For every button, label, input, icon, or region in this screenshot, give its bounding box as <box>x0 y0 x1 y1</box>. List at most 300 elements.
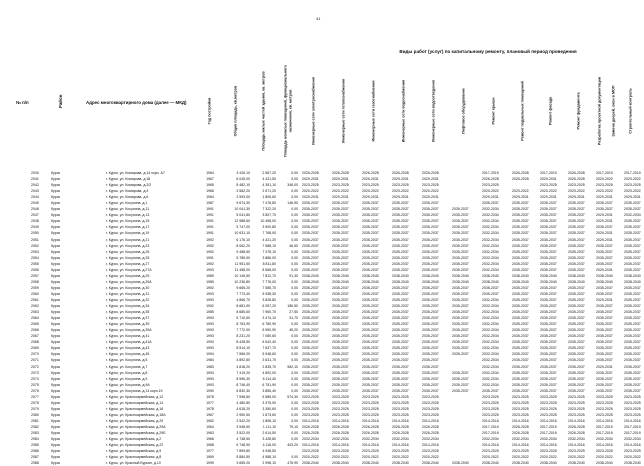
cell-address: г. Курск, ул. Косухина, д.25 <box>106 249 150 254</box>
cell-service-period: 2023-2025 <box>392 394 409 399</box>
cell-service-period: 2035-2037 <box>624 237 641 242</box>
cell-service-period: 2035-2037 <box>540 346 557 351</box>
cell-service-period: 2038-2040 <box>624 273 641 278</box>
cell-nonres-area: 0,00 <box>291 388 298 393</box>
cell-address: г. Курск, ул. Косухина, д.11 <box>106 207 150 212</box>
cell-service-period: 2035-2037 <box>332 207 349 212</box>
cell-living-area: 6 542,40 <box>262 340 276 345</box>
cell-service-period: 2035-2037 <box>392 316 409 321</box>
cell-service-period: 2035-2037 <box>568 201 585 206</box>
cell-service-period: 2035-2037 <box>362 376 379 381</box>
cell-district: Курск <box>51 370 60 375</box>
cell-service-period: 2023-2025 <box>362 406 379 411</box>
cell-nonres-area: 0,00 <box>291 219 298 224</box>
cell-num: 2084 <box>31 437 39 442</box>
cell-total-area: 4 748,50 <box>236 437 250 442</box>
cell-service-period: 2035-2037 <box>422 231 439 236</box>
cell-service-period: 2035-2037 <box>452 310 469 315</box>
cell-service-period: 2020-2022 <box>624 177 641 182</box>
cell-year: 1993 <box>206 316 214 321</box>
header-cell-year <box>200 62 220 160</box>
cell-service-period: 2029-2031 <box>302 195 319 200</box>
cell-service-period: 2029-2031 <box>596 213 613 218</box>
cell-service-period: 2035-2037 <box>540 388 557 393</box>
cell-total-area: 4 818,20 <box>236 364 250 369</box>
cell-service-period: 2023-2025 <box>302 412 319 417</box>
cell-service-period: 2035-2037 <box>568 364 585 369</box>
cell-nonres-area: 0,00 <box>291 213 298 218</box>
cell-service-period: 2032-2034 <box>482 358 499 363</box>
cell-service-period: 2035-2037 <box>392 249 409 254</box>
cell-address: г. Курск, ул. Косухина, д.41А <box>106 340 152 345</box>
cell-num: 2049 <box>31 225 39 230</box>
cell-year: 1989 <box>206 279 214 284</box>
cell-nonres-area: 31,70 <box>289 316 298 321</box>
cell-service-period: 2035-2037 <box>452 231 469 236</box>
cell-service-period: 2023-2025 <box>332 412 349 417</box>
cell-year: 1964 <box>206 195 214 200</box>
cell-year: 1964 <box>206 171 214 175</box>
cell-service-period: 2035-2037 <box>512 370 529 375</box>
cell-service-period: 2032-2034 <box>482 382 499 387</box>
cell-address: г. Курск, ул. Косухина, д.9 <box>106 376 148 381</box>
cell-service-period: 2035-2037 <box>596 316 613 321</box>
cell-total-area: 9 665,20 <box>236 285 250 290</box>
cell-service-period: 2035-2037 <box>392 346 409 351</box>
cell-nonres-area: 0,00 <box>291 340 298 345</box>
cell-service-period: 2035-2037 <box>624 322 641 327</box>
cell-address: г. Курск, ул. Комарова, д.14 корп. А7 <box>106 171 165 175</box>
cell-service-period: 2023-2025 <box>332 400 349 405</box>
cell-service-period: 2032-2034 <box>482 297 499 302</box>
cell-service-period: 2035-2037 <box>512 207 529 212</box>
cell-service-period: 2035-2037 <box>362 358 379 363</box>
cell-service-period: 2032-2034 <box>482 437 499 442</box>
cell-service-period: 2035-2037 <box>332 267 349 272</box>
cell-service-period: 2032-2034 <box>482 255 499 260</box>
cell-service-period: 2038-2040 <box>540 279 557 284</box>
cell-service-period: 2035-2037 <box>302 334 319 339</box>
cell-num: 2078 <box>31 400 39 405</box>
cell-service-period: 2035-2037 <box>422 213 439 218</box>
cell-service-period: 2035-2037 <box>392 285 409 290</box>
cell-service-period: 2035-2037 <box>362 291 379 296</box>
header-service: Ремонт фундамента <box>576 92 581 130</box>
cell-living-area: 7 080,60 <box>262 334 276 339</box>
header-cell-service <box>420 62 448 160</box>
cell-service-period: 2032-2034 <box>596 437 613 442</box>
cell-address: г. Курск, ул. Косухина, д.39 <box>106 322 150 327</box>
cell-service-period: 2035-2037 <box>362 285 379 290</box>
cell-service-period: 2029-2031 <box>482 195 499 200</box>
cell-service-period: 2035-2037 <box>422 382 439 387</box>
cell-service-period: 2023-2025 <box>596 412 613 417</box>
cell-service-period: 2035-2037 <box>362 334 379 339</box>
cell-num: 2087 <box>31 455 39 460</box>
cell-service-period: 2035-2037 <box>422 322 439 327</box>
cell-address: г. Курск, ул. Красноармейская, д.12 <box>106 394 164 399</box>
cell-total-area: 9 458,60 <box>236 249 250 254</box>
cell-service-period: 2026-2028 <box>512 431 529 436</box>
cell-year: 1978 <box>206 406 214 411</box>
cell-num: 2072 <box>31 364 39 369</box>
cell-service-period: 2038-2040 <box>596 273 613 278</box>
cell-service-period: 2038-2040 <box>332 279 349 284</box>
cell-service-period: 2035-2037 <box>512 310 529 315</box>
cell-total-area: 10 145,50 <box>234 273 250 278</box>
cell-service-period: 2035-2037 <box>568 382 585 387</box>
cell-service-period: 2032-2034 <box>482 304 499 309</box>
cell-service-period: 2035-2037 <box>452 388 469 393</box>
cell-service-period: 2023-2025 <box>596 400 613 405</box>
cell-service-period: 2035-2037 <box>624 255 641 260</box>
cell-service-period: 2035-2037 <box>624 249 641 254</box>
cell-address: г. Курск, ул. Красноармейская, д.2 <box>106 437 162 442</box>
cell-service-period: 2035-2037 <box>422 340 439 345</box>
cell-service-period: 2020-2022 <box>482 189 499 194</box>
cell-service-period: 2035-2037 <box>332 346 349 351</box>
cell-service-period: 2032-2034 <box>482 334 499 339</box>
cell-service-period: 2032-2034 <box>482 219 499 224</box>
cell-living-area: 3 375,90 <box>262 400 276 405</box>
cell-nonres-area: 0,00 <box>291 237 298 242</box>
cell-service-period: 2035-2037 <box>452 370 469 375</box>
cell-service-period: 2035-2037 <box>512 388 529 393</box>
cell-service-period: 2023-2025 <box>540 412 557 417</box>
cell-service-period: 2032-2034 <box>482 237 499 242</box>
cell-service-period: 2035-2037 <box>540 213 557 218</box>
cell-service-period: 2038-2040 <box>540 273 557 278</box>
cell-num: 2063 <box>31 310 39 315</box>
cell-num: 2067 <box>31 334 39 339</box>
cell-service-period: 2035-2037 <box>392 201 409 206</box>
cell-service-period: 2035-2037 <box>452 207 469 212</box>
header-service: Замена дверей, окон в МОП <box>611 85 616 137</box>
cell-nonres-area: 0,00 <box>291 231 298 236</box>
cell-service-period: 2023-2025 <box>624 406 641 411</box>
cell-year: 1990 <box>206 388 214 393</box>
cell-living-area: 1 111,10 <box>262 424 276 429</box>
cell-total-area: 8 753,90 <box>236 322 250 327</box>
header-cell-service <box>360 62 388 160</box>
cell-service-period: 2035-2037 <box>452 322 469 327</box>
cell-service-period: 2029-2031 <box>362 195 379 200</box>
header-service: Инженерные сети газоснабжения <box>371 80 376 142</box>
cell-service-period: 2032-2034 <box>512 437 529 442</box>
cell-service-period: 2035-2037 <box>624 358 641 363</box>
header-service: Ремонт крыши <box>491 97 496 125</box>
cell-year: 1991 <box>206 219 214 224</box>
cell-district: Курск <box>51 207 60 212</box>
cell-service-period: 2014-2016 <box>596 418 613 423</box>
cell-service-period: 2020-2022 <box>392 455 409 460</box>
cell-service-period: 2023-2025 <box>362 400 379 405</box>
cell-address: г. Курск, ул. Косухина, д.30 <box>106 285 150 290</box>
cell-year: 1978 <box>206 394 214 399</box>
cell-nonres-area: 0,00 <box>291 418 298 423</box>
cell-service-period: 2035-2037 <box>302 297 319 302</box>
cell-service-period: 2029-2031 <box>596 364 613 369</box>
cell-year: 1965 <box>206 183 214 188</box>
cell-district: Курск <box>51 394 60 399</box>
cell-address: г. Курск, ул. Красноармейская, д.8 <box>106 455 162 460</box>
cell-service-period: 2023-2025 <box>392 183 409 188</box>
cell-total-area: 9 674,30 <box>236 201 250 206</box>
cell-service-period: 2035-2037 <box>302 201 319 206</box>
cell-service-period: 2032-2034 <box>482 249 499 254</box>
cell-total-area: 11 951,50 <box>234 261 250 266</box>
cell-service-period: 2035-2037 <box>512 304 529 309</box>
cell-service-period: 2035-2037 <box>392 334 409 339</box>
cell-service-period: 2023-2025 <box>362 449 379 454</box>
cell-service-period: 2035-2037 <box>362 201 379 206</box>
header-address: Адрес многоквартирного дома (далее — МКД) <box>86 100 187 105</box>
cell-service-period: 2014-2016 <box>624 443 641 448</box>
cell-service-period: 2029-2031 <box>362 177 379 182</box>
header-cell-service <box>566 62 592 160</box>
cell-service-period: 2035-2037 <box>512 285 529 290</box>
cell-service-period: 2035-2037 <box>568 376 585 381</box>
cell-service-period: 2035-2037 <box>624 304 641 309</box>
cell-service-period: 2035-2037 <box>568 285 585 290</box>
cell-year: 1964 <box>206 424 214 429</box>
cell-service-period: 2020-2022 <box>392 189 409 194</box>
cell-living-area: 7 585,70 <box>262 285 276 290</box>
cell-service-period: 2035-2037 <box>596 382 613 387</box>
cell-num: 2075 <box>31 382 39 387</box>
cell-district: Курск <box>51 316 60 321</box>
cell-num: 2057 <box>31 273 39 278</box>
cell-service-period: 2035-2037 <box>362 304 379 309</box>
cell-service-period: 2035-2037 <box>422 297 439 302</box>
cell-living-area: 4 116,00 <box>262 443 276 448</box>
cell-nonres-area: 0,00 <box>291 382 298 387</box>
cell-district: Курск <box>51 291 60 296</box>
cell-service-period: 2035-2037 <box>362 310 379 315</box>
cell-address: г. Курск, ул. Комарова, д.4 <box>106 189 149 194</box>
cell-nonres-area: 346,00 <box>287 183 298 188</box>
cell-service-period: 2038-2040 <box>302 279 319 284</box>
cell-service-period: 2035-2037 <box>568 261 585 266</box>
cell-service-period: 2035-2037 <box>392 340 409 345</box>
cell-service-period: 2035-2037 <box>332 291 349 296</box>
cell-nonres-area: 0,00 <box>291 455 298 460</box>
cell-service-period: 2038-2040 <box>452 461 469 466</box>
cell-service-period: 2020-2022 <box>596 189 613 194</box>
cell-service-period: 2035-2037 <box>392 243 409 248</box>
cell-service-period: 2026-2028 <box>512 424 529 429</box>
cell-service-period: 2026-2028 <box>422 431 439 436</box>
cell-service-period: 2023-2025 <box>422 394 439 399</box>
cell-total-area: 8 685,60 <box>236 310 250 315</box>
cell-service-period: 2032-2034 <box>482 322 499 327</box>
cell-service-period: 2035-2037 <box>482 201 499 206</box>
header-service: Инженерные сети водоснабжения <box>401 79 406 143</box>
cell-service-period: 2035-2037 <box>392 352 409 357</box>
cell-address: г. Курск, ул. Красноармейская, д.29А <box>106 424 166 429</box>
cell-total-area: 3 655,20 <box>236 461 250 466</box>
cell-nonres-area: 0,00 <box>291 400 298 405</box>
cell-num: 2052 <box>31 243 39 248</box>
cell-service-period: 2035-2037 <box>596 291 613 296</box>
cell-year: 1994 <box>206 352 214 357</box>
cell-nonres-area: 0,00 <box>291 267 298 272</box>
cell-service-period: 2023-2025 <box>540 406 557 411</box>
cell-service-period: 2032-2034 <box>624 437 641 442</box>
cell-service-period: 2026-2028 <box>392 431 409 436</box>
cell-district: Курск <box>51 195 60 200</box>
cell-service-period: 2035-2037 <box>540 243 557 248</box>
cell-service-period: 2029-2031 <box>302 177 319 182</box>
cell-service-period: 2026-2028 <box>422 171 439 175</box>
cell-district: Курск <box>51 285 60 290</box>
cell-total-area: 7 419,20 <box>236 370 250 375</box>
cell-address: г. Курск, ул. Косухина, д.14 корп.19 <box>106 388 163 393</box>
cell-num: 2080 <box>31 412 39 417</box>
cell-nonres-area: 79,10 <box>289 424 298 429</box>
cell-service-period: 2020-2022 <box>512 189 529 194</box>
cell-service-period: 2026-2028 <box>302 171 319 175</box>
cell-service-period: 2035-2037 <box>362 225 379 230</box>
cell-service-period: 2032-2034 <box>482 316 499 321</box>
cell-nonres-area: 0,00 <box>291 225 298 230</box>
cell-service-period: 2020-2022 <box>362 189 379 194</box>
cell-service-period: 2038-2040 <box>302 461 319 466</box>
cell-service-period: 2020-2022 <box>540 189 557 194</box>
cell-service-period: 2035-2037 <box>512 358 529 363</box>
cell-total-area: 4 618,20 <box>236 406 250 411</box>
cell-num: 2085 <box>31 443 39 448</box>
cell-service-period: 2038-2040 <box>452 279 469 284</box>
cell-service-period: 2035-2037 <box>302 225 319 230</box>
cell-service-period: 2017-2019 <box>540 431 557 436</box>
cell-service-period: 2017-2019 <box>540 171 557 175</box>
header-living-area: Площадь жилых частей здания, кв. метров <box>261 71 266 151</box>
cell-service-period: 2029-2031 <box>332 177 349 182</box>
cell-service-period: 2035-2037 <box>332 352 349 357</box>
cell-service-period: 2035-2037 <box>422 376 439 381</box>
cell-total-area: 3 582,20 <box>236 189 250 194</box>
cell-district: Курск <box>51 177 60 182</box>
cell-district: Курск <box>51 225 60 230</box>
cell-service-period: 2035-2037 <box>302 340 319 345</box>
cell-service-period: 2035-2037 <box>302 346 319 351</box>
cell-district: Курск <box>51 267 60 272</box>
cell-service-period: 2035-2037 <box>568 267 585 272</box>
cell-service-period: 2035-2037 <box>452 328 469 333</box>
cell-total-area: 5 041,80 <box>236 213 250 218</box>
cell-service-period: 2035-2037 <box>624 346 641 351</box>
cell-service-period: 2020-2022 <box>596 177 613 182</box>
header-service: Инженерные сети теплоснабжения <box>341 78 346 144</box>
cell-service-period: 2038-2040 <box>568 461 585 466</box>
cell-district: Курск <box>51 364 60 369</box>
cell-service-period: 2035-2037 <box>568 207 585 212</box>
cell-service-period: 2035-2037 <box>362 207 379 212</box>
cell-service-period: 2026-2028 <box>512 171 529 175</box>
cell-service-period: 2035-2037 <box>624 225 641 230</box>
cell-service-period: 2035-2037 <box>540 382 557 387</box>
cell-service-period: 2029-2031 <box>568 195 585 200</box>
cell-living-area: 3 631,70 <box>262 358 276 363</box>
cell-service-period: 2035-2037 <box>302 255 319 260</box>
cell-service-period: 2023-2025 <box>362 183 379 188</box>
cell-living-area: 7 960,70 <box>262 310 276 315</box>
cell-service-period: 2035-2037 <box>422 201 439 206</box>
cell-living-area: 1 808,10 <box>262 418 276 423</box>
cell-service-period: 2023-2025 <box>624 183 641 188</box>
cell-service-period: 2038-2040 <box>482 273 499 278</box>
cell-service-period: 2014-2016 <box>332 443 349 448</box>
cell-district: Курск <box>51 455 60 460</box>
cell-service-period: 2038-2040 <box>624 461 641 466</box>
cell-nonres-area: 45,20 <box>289 328 298 333</box>
cell-service-period: 2035-2037 <box>392 219 409 224</box>
cell-service-period: 2032-2034 <box>482 346 499 351</box>
cell-service-period: 2035-2037 <box>302 249 319 254</box>
cell-service-period: 2020-2022 <box>302 455 319 460</box>
header-cell-service <box>330 62 358 160</box>
cell-service-period: 2032-2034 <box>482 364 499 369</box>
cell-year: 1977 <box>206 449 214 454</box>
cell-service-period: 2023-2025 <box>422 400 439 405</box>
cell-service-period: 2023-2025 <box>568 406 585 411</box>
cell-service-period: 2035-2037 <box>332 225 349 230</box>
cell-service-period: 2035-2037 <box>332 364 349 369</box>
header-service: Ремонт подвальных помещений <box>520 81 525 141</box>
cell-living-area: 6 114,40 <box>262 376 276 381</box>
cell-service-period: 2014-2016 <box>422 443 439 448</box>
cell-address: г. Курск, ул. Косухина, д.23 <box>106 243 150 248</box>
cell-district: Курск <box>51 273 60 278</box>
cell-nonres-area: 0,00 <box>291 406 298 411</box>
cell-service-period: 2035-2037 <box>624 328 641 333</box>
cell-service-period: 2035-2037 <box>362 352 379 357</box>
cell-service-period: 2014-2016 <box>362 443 379 448</box>
cell-service-period: 2035-2037 <box>624 316 641 321</box>
cell-num: 2060 <box>31 291 39 296</box>
cell-service-period: 2032-2034 <box>482 243 499 248</box>
cell-service-period: 2032-2034 <box>624 213 641 218</box>
cell-service-period: 2035-2037 <box>332 237 349 242</box>
header-cell-service <box>480 62 508 160</box>
cell-service-period: 2035-2037 <box>540 364 557 369</box>
cell-service-period: 2029-2031 <box>332 195 349 200</box>
cell-year: 1962 <box>206 418 214 423</box>
cell-service-period: 2035-2037 <box>568 249 585 254</box>
cell-living-area: 3 900,80 <box>262 225 276 230</box>
cell-year: 1992 <box>206 243 214 248</box>
cell-address: г. Курск, ул. Красный Бурьян, д.10 <box>106 461 161 466</box>
cell-service-period: 2032-2034 <box>392 437 409 442</box>
cell-address: г. Курск, ул. Косухина, д.45 <box>106 352 150 357</box>
cell-service-period: 2035-2037 <box>392 310 409 315</box>
cell-district: Курск <box>51 461 60 466</box>
cell-service-period: 2035-2037 <box>302 382 319 387</box>
cell-service-period: 2035-2037 <box>392 297 409 302</box>
cell-total-area: 7 566,00 <box>236 352 250 357</box>
cell-service-period: 2035-2037 <box>362 316 379 321</box>
cell-service-period: 2035-2037 <box>422 237 439 242</box>
cell-service-period: 2035-2037 <box>568 352 585 357</box>
cell-service-period: 2035-2037 <box>540 255 557 260</box>
cell-num: 2064 <box>31 316 39 321</box>
cell-service-period: 2035-2037 <box>332 261 349 266</box>
cell-service-period: 2035-2037 <box>512 297 529 302</box>
cell-district: Курск <box>51 443 60 448</box>
cell-service-period: 2035-2037 <box>512 328 529 333</box>
cell-nonres-area: 403,20 <box>287 443 298 448</box>
